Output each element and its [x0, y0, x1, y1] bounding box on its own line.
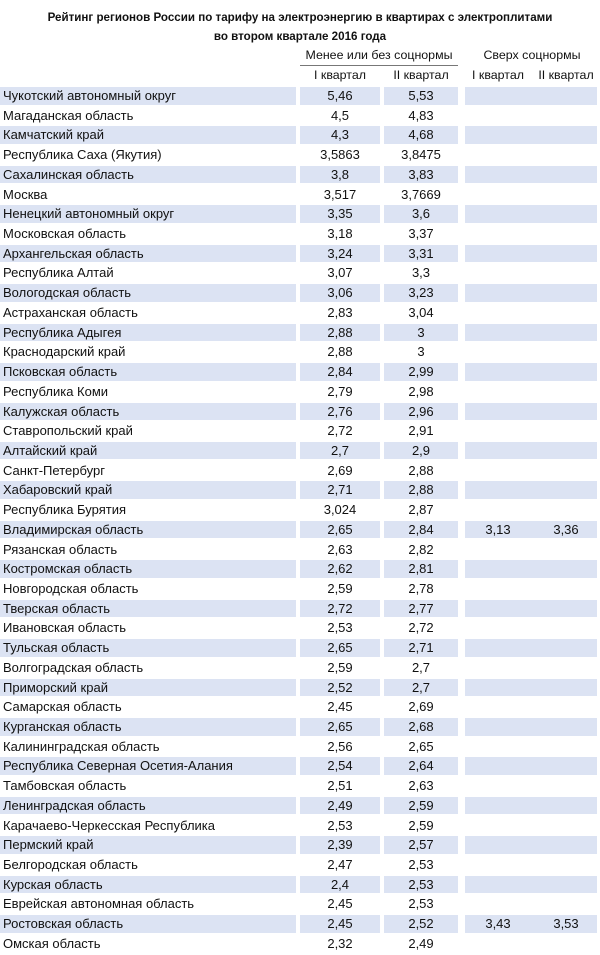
within-norm-q1-value: 2,71 — [327, 482, 353, 498]
above-norm-q2-value: 3,53 — [553, 916, 579, 932]
within-norm-q2-value: 2,53 — [408, 876, 434, 892]
region-name: Пермский край — [3, 837, 94, 853]
within-norm-q1-value: 4,5 — [330, 107, 350, 123]
above-norm-q1-value — [465, 894, 531, 914]
within-norm-q2-value: 2,53 — [408, 857, 434, 873]
above-norm-q1-value — [465, 303, 531, 323]
within-norm-q1-value: 3,35 — [327, 206, 353, 222]
table-row — [0, 894, 600, 914]
table-row — [0, 717, 600, 737]
within-norm-q1-value: 2,84 — [327, 364, 353, 380]
table-row — [0, 855, 600, 875]
above-norm-q2-value — [533, 224, 599, 244]
region-name: Тульская область — [3, 640, 110, 656]
within-norm-q1-value: 2,4 — [330, 876, 350, 892]
region-name: Волгоградская область — [3, 659, 144, 675]
above-norm-q2-value — [533, 500, 599, 520]
above-norm-q2-value — [533, 362, 599, 382]
above-norm-q1-value — [465, 618, 531, 638]
above-norm-q2-value — [533, 283, 599, 303]
within-norm-q2-value: 3 — [417, 324, 425, 340]
within-norm-q1-value: 2,65 — [327, 719, 353, 734]
region-name: Калужская область — [3, 403, 120, 419]
table-row — [0, 165, 600, 185]
above-norm-q1-value: 3,43 — [485, 916, 511, 932]
above-norm-q2-value — [533, 145, 599, 165]
title-line-1: Рейтинг регионов России по тарифу на электроэнергию в квартирах с электроплитами — [47, 11, 553, 24]
within-norm-q1-value: 2,45 — [327, 916, 353, 932]
above-norm-q2-value — [533, 559, 599, 579]
table-row — [0, 86, 600, 106]
above-norm-q2-value — [533, 934, 599, 954]
region-name: Республика Адыгея — [3, 324, 122, 340]
header-above-norm: Сверх соцнормы — [483, 48, 581, 62]
above-norm-q1-value — [465, 934, 531, 954]
table-row — [0, 776, 600, 796]
above-norm-q1-value — [465, 106, 531, 126]
within-norm-q2-value: 2,9 — [411, 442, 431, 458]
above-norm-q1-value — [465, 86, 531, 106]
region-name: Ненецкий автономный округ — [3, 206, 175, 222]
region-name: Архангельская область — [3, 245, 144, 261]
above-norm-q2-value — [533, 303, 599, 323]
region-name: Калининградская область — [3, 738, 160, 754]
table-row — [0, 599, 600, 619]
within-norm-q1-value: 2,69 — [327, 462, 353, 478]
within-norm-q1-value: 5,46 — [327, 88, 353, 103]
table-row — [0, 875, 600, 895]
within-norm-q1-value: 2,45 — [327, 896, 353, 912]
region-name: Краснодарский край — [3, 344, 126, 360]
table-row — [0, 461, 600, 481]
region-name: Владимирская область — [3, 521, 144, 537]
region-name: Московская область — [3, 226, 127, 242]
within-norm-q2-value: 4,68 — [408, 127, 434, 143]
above-norm-q1-value — [465, 697, 531, 717]
header-above-q1: I квартал — [472, 68, 524, 82]
within-norm-q2-value: 3,6 — [411, 206, 431, 222]
header-within-q2: II квартал — [393, 68, 449, 82]
above-norm-q2-value — [533, 697, 599, 717]
above-norm-q2-value — [533, 618, 599, 638]
region-name: Карачаево-Черкесская Республика — [3, 817, 215, 833]
within-norm-q1-value: 3,517 — [323, 186, 357, 202]
above-norm-q2-value — [533, 776, 599, 796]
within-norm-q2-value: 3,7669 — [401, 186, 441, 202]
above-norm-q1-value — [465, 579, 531, 599]
within-norm-q1-value: 3,07 — [327, 265, 353, 281]
within-norm-q1-value: 2,79 — [327, 383, 353, 399]
above-norm-q1-value — [465, 855, 531, 875]
above-norm-q2-value — [533, 204, 599, 224]
above-norm-q2-value — [533, 244, 599, 264]
within-norm-q2-value: 3,31 — [408, 245, 434, 261]
within-norm-q2-value: 3,83 — [408, 166, 434, 182]
above-norm-q1-value — [465, 441, 531, 461]
above-norm-q1-value — [465, 835, 531, 855]
table-row — [0, 342, 600, 362]
above-norm-q1-value — [465, 737, 531, 757]
above-norm-q1-value — [465, 776, 531, 796]
table-row — [0, 244, 600, 264]
region-name: Магаданская область — [3, 107, 134, 123]
table-title — [0, 8, 600, 46]
within-norm-q1-value: 2,62 — [327, 561, 353, 577]
table-row — [0, 402, 600, 422]
within-norm-q2-value: 3,37 — [408, 226, 434, 242]
within-norm-q1-value: 2,53 — [327, 620, 353, 636]
above-norm-q2-value — [533, 421, 599, 441]
region-name: Санкт-Петербург — [3, 462, 105, 478]
above-norm-q2-value — [533, 678, 599, 698]
table-row — [0, 283, 600, 303]
above-norm-q1-value — [465, 283, 531, 303]
above-norm-q2-value — [533, 796, 599, 816]
region-name: Тверская область — [3, 600, 111, 616]
title-line-2: во втором квартале 2016 года — [213, 30, 387, 43]
within-norm-q1-value: 3,18 — [327, 226, 353, 242]
within-norm-q2-value: 2,64 — [408, 758, 434, 774]
table-row — [0, 934, 600, 954]
within-norm-q2-value: 2,81 — [408, 561, 434, 577]
within-norm-q2-value: 2,49 — [408, 935, 434, 951]
table-row — [0, 559, 600, 579]
region-name: Еврейская автономная область — [3, 896, 195, 912]
above-norm-q2-value: 3,36 — [553, 521, 579, 537]
above-norm-q2-value — [533, 579, 599, 599]
header-within-q1: I квартал — [314, 68, 366, 82]
within-norm-q1-value: 2,72 — [327, 600, 353, 616]
region-name: Республика Бурятия — [3, 502, 127, 518]
within-norm-q1-value: 2,72 — [327, 423, 353, 439]
region-name: Республика Коми — [3, 383, 109, 399]
above-norm-q2-value — [533, 165, 599, 185]
within-norm-q1-value: 2,51 — [327, 778, 353, 794]
above-norm-q1-value — [465, 125, 531, 145]
within-norm-q1-value: 3,024 — [323, 502, 357, 518]
within-norm-q2-value: 2,52 — [408, 916, 434, 932]
table-row — [0, 323, 600, 343]
within-norm-q2-value: 2,68 — [408, 719, 434, 734]
within-norm-q2-value: 2,88 — [408, 462, 434, 478]
above-norm-q2-value — [533, 323, 599, 343]
table-row — [0, 756, 600, 776]
above-norm-q2-value — [533, 402, 599, 422]
within-norm-q2-value: 2,78 — [408, 580, 434, 596]
above-norm-q1-value — [465, 559, 531, 579]
above-norm-q2-value — [533, 638, 599, 658]
above-norm-q1-value — [465, 402, 531, 422]
above-norm-q2-value — [533, 658, 599, 678]
above-norm-q1-value — [465, 638, 531, 658]
within-norm-q1-value: 2,7 — [330, 442, 350, 458]
within-norm-q1-value: 2,53 — [327, 817, 353, 833]
within-norm-q2-value: 3,8475 — [401, 147, 441, 163]
region-name: Костромская область — [3, 561, 133, 577]
region-name: Приморский край — [3, 679, 108, 695]
within-norm-q2-value: 2,88 — [408, 482, 434, 498]
above-norm-q1-value — [465, 658, 531, 678]
table-row — [0, 185, 600, 205]
table-row — [0, 441, 600, 461]
table-row — [0, 303, 600, 323]
within-norm-q1-value: 3,06 — [327, 285, 353, 301]
region-name: Псковская область — [3, 364, 118, 380]
above-norm-q1-value — [465, 204, 531, 224]
table-row — [0, 382, 600, 402]
above-norm-q1-value — [465, 875, 531, 895]
table-row — [0, 737, 600, 757]
table-body — [0, 86, 600, 954]
above-norm-q2-value — [533, 855, 599, 875]
above-norm-q1-value — [465, 796, 531, 816]
above-norm-q2-value — [533, 756, 599, 776]
table-row — [0, 540, 600, 560]
within-norm-q2-value: 2,87 — [408, 502, 434, 518]
above-norm-q1-value — [465, 382, 531, 402]
within-norm-q2-value: 2,7 — [411, 659, 431, 675]
header-within-norm: Менее или без соцнормы — [300, 45, 458, 66]
above-norm-q1-value — [465, 185, 531, 205]
above-norm-q1-value — [465, 717, 531, 737]
within-norm-q2-value: 2,59 — [408, 797, 434, 813]
table-row — [0, 658, 600, 678]
above-norm-q1-value — [465, 540, 531, 560]
within-norm-q2-value: 2,63 — [408, 778, 434, 794]
within-norm-q2-value: 2,72 — [408, 620, 434, 636]
within-norm-q1-value: 2,76 — [327, 403, 353, 419]
within-norm-q2-value: 3,3 — [411, 265, 431, 281]
within-norm-q1-value: 2,88 — [327, 344, 353, 360]
within-norm-q1-value: 2,54 — [327, 758, 353, 774]
above-norm-q2-value — [533, 835, 599, 855]
region-name: Алтайский край — [3, 442, 98, 458]
within-norm-q1-value: 2,59 — [327, 659, 353, 675]
table-row — [0, 125, 600, 145]
table-row — [0, 796, 600, 816]
above-norm-q1-value — [465, 480, 531, 500]
above-norm-q1-value — [465, 461, 531, 481]
within-norm-q1-value: 2,52 — [327, 679, 353, 695]
region-name: Вологодская область — [3, 285, 132, 301]
above-norm-q1-value — [465, 756, 531, 776]
within-norm-q1-value: 4,3 — [330, 127, 350, 143]
region-name: Республика Алтай — [3, 265, 114, 281]
within-norm-q2-value: 2,59 — [408, 817, 434, 833]
table-row — [0, 678, 600, 698]
table-row — [0, 362, 600, 382]
region-name: Астраханская область — [3, 304, 138, 320]
within-norm-q1-value: 2,65 — [327, 640, 353, 656]
table-row — [0, 816, 600, 836]
within-norm-q2-value: 2,57 — [408, 837, 434, 853]
above-norm-q2-value — [533, 86, 599, 106]
within-norm-q1-value: 2,45 — [327, 699, 353, 715]
within-norm-q2-value: 3,04 — [408, 304, 434, 320]
above-norm-q2-value — [533, 480, 599, 500]
above-norm-q2-value — [533, 263, 599, 283]
above-norm-q1-value — [465, 362, 531, 382]
above-norm-q2-value — [533, 461, 599, 481]
within-norm-q1-value: 3,5863 — [320, 147, 360, 163]
table-row — [0, 579, 600, 599]
region-name: Ленинградская область — [3, 797, 146, 813]
region-name: Хабаровский край — [3, 482, 113, 498]
table-row — [0, 914, 600, 934]
table-row — [0, 204, 600, 224]
within-norm-q1-value: 2,63 — [327, 541, 353, 557]
within-norm-q2-value: 2,69 — [408, 699, 434, 715]
table-row — [0, 263, 600, 283]
above-norm-q2-value — [533, 737, 599, 757]
within-norm-q2-value: 3 — [417, 344, 425, 360]
table-row — [0, 520, 600, 540]
region-name: Камчатский край — [3, 127, 104, 143]
within-norm-q2-value: 2,84 — [408, 521, 434, 537]
above-norm-q1-value — [465, 165, 531, 185]
above-norm-q1-value — [465, 678, 531, 698]
above-norm-q2-value — [533, 106, 599, 126]
within-norm-q1-value: 2,83 — [327, 304, 353, 320]
within-norm-q1-value: 2,65 — [327, 521, 353, 537]
above-norm-q1-value — [465, 421, 531, 441]
above-norm-q1-value — [465, 500, 531, 520]
region-name: Новгородская область — [3, 580, 139, 596]
above-norm-q1-value — [465, 244, 531, 264]
above-norm-q2-value — [533, 717, 599, 737]
above-norm-q1-value — [465, 263, 531, 283]
within-norm-q2-value: 2,71 — [408, 640, 434, 656]
region-name: Курская область — [3, 876, 103, 892]
above-norm-q1-value — [465, 224, 531, 244]
region-name: Чукотский автономный округ — [3, 88, 176, 103]
table-row — [0, 145, 600, 165]
region-name: Белгородская область — [3, 857, 138, 873]
within-norm-q1-value: 2,49 — [327, 797, 353, 813]
above-norm-q2-value — [533, 540, 599, 560]
within-norm-q2-value: 4,83 — [408, 107, 434, 123]
region-name: Республика Саха (Якутия) — [3, 147, 162, 163]
region-name: Самарская область — [3, 699, 122, 715]
region-name: Ивановская область — [3, 620, 126, 636]
header-above-q2: II квартал — [538, 68, 594, 82]
within-norm-q2-value: 5,53 — [408, 88, 434, 103]
region-name: Курганская область — [3, 719, 122, 734]
within-norm-q2-value: 2,65 — [408, 738, 434, 754]
within-norm-q2-value: 2,98 — [408, 383, 434, 399]
above-norm-q2-value — [533, 816, 599, 836]
above-norm-q1-value — [465, 599, 531, 619]
above-norm-q2-value — [533, 382, 599, 402]
table-row — [0, 421, 600, 441]
table-row — [0, 500, 600, 520]
region-name: Тамбовская область — [3, 778, 127, 794]
above-norm-q1-value — [465, 342, 531, 362]
within-norm-q1-value: 2,47 — [327, 857, 353, 873]
region-name: Ростовская область — [3, 916, 124, 932]
region-name: Сахалинская область — [3, 166, 134, 182]
table-row — [0, 638, 600, 658]
above-norm-q2-value — [533, 875, 599, 895]
region-name: Омская область — [3, 935, 101, 951]
within-norm-q1-value: 2,56 — [327, 738, 353, 754]
region-name: Ставропольский край — [3, 423, 133, 439]
above-norm-q1-value — [465, 816, 531, 836]
above-norm-q1-value: 3,13 — [485, 521, 511, 537]
table-row — [0, 106, 600, 126]
within-norm-q2-value: 2,7 — [411, 679, 431, 695]
above-norm-q1-value — [465, 323, 531, 343]
above-norm-q1-value — [465, 145, 531, 165]
within-norm-q1-value: 3,24 — [327, 245, 353, 261]
within-norm-q1-value: 2,39 — [327, 837, 353, 853]
above-norm-q2-value — [533, 894, 599, 914]
within-norm-q1-value: 2,32 — [327, 935, 353, 951]
table-row — [0, 224, 600, 244]
above-norm-q2-value — [533, 125, 599, 145]
table-row — [0, 618, 600, 638]
within-norm-q2-value: 2,77 — [408, 600, 434, 616]
within-norm-q2-value: 2,91 — [408, 423, 434, 439]
region-name: Москва — [3, 186, 48, 202]
within-norm-q2-value: 3,23 — [408, 285, 434, 301]
table-row — [0, 835, 600, 855]
within-norm-q2-value: 2,82 — [408, 541, 434, 557]
within-norm-q1-value: 2,59 — [327, 580, 353, 596]
table-row — [0, 480, 600, 500]
within-norm-q1-value: 2,88 — [327, 324, 353, 340]
within-norm-q2-value: 2,96 — [408, 403, 434, 419]
region-name: Республика Северная Осетия-Алания — [3, 758, 233, 774]
within-norm-q2-value: 2,99 — [408, 364, 434, 380]
table-row — [0, 697, 600, 717]
within-norm-q2-value: 2,53 — [408, 896, 434, 912]
above-norm-q2-value — [533, 185, 599, 205]
within-norm-q1-value: 3,8 — [330, 166, 350, 182]
region-name: Рязанская область — [3, 541, 118, 557]
above-norm-q2-value — [533, 441, 599, 461]
above-norm-q2-value — [533, 599, 599, 619]
above-norm-q2-value — [533, 342, 599, 362]
